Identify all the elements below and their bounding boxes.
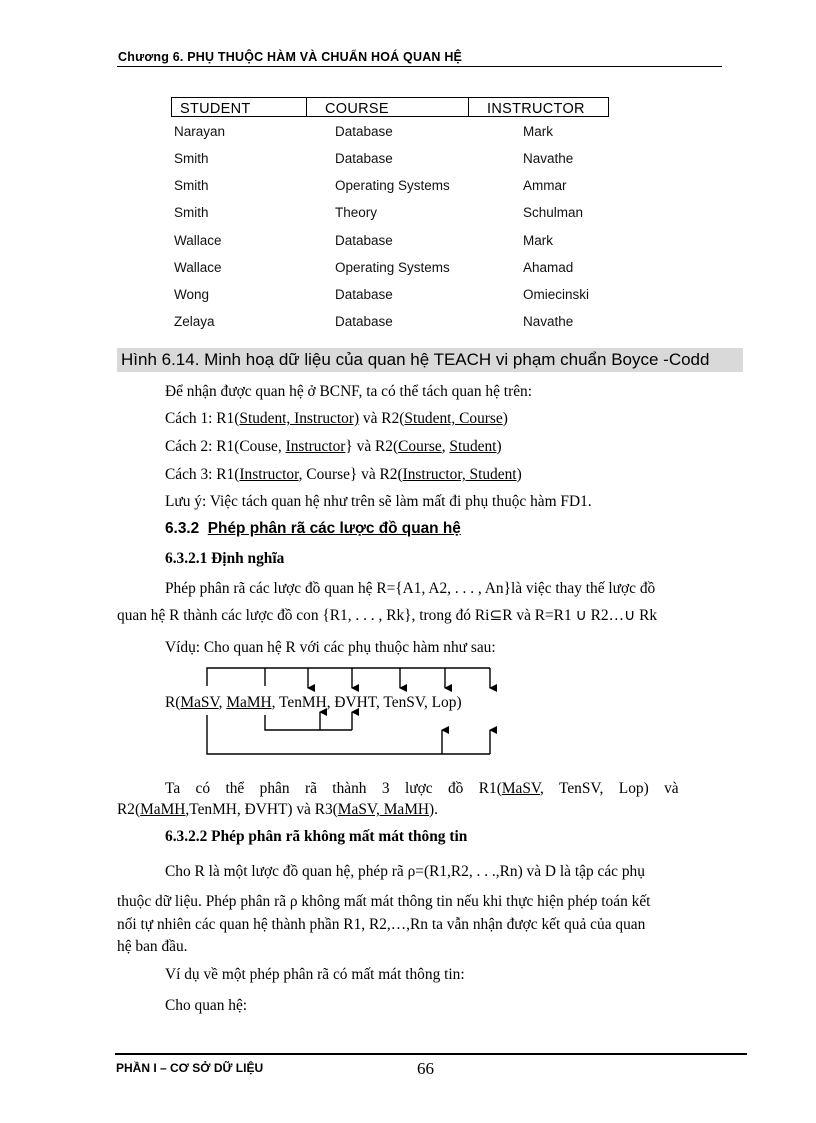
intro-text: Để nhận được quan hệ ở BCNF, ta có thể tách quan hệ trên: xyxy=(165,383,533,400)
subsection-heading-lossless: 6.3.2.2 Phép phân rã không mất mát thông tin xyxy=(165,828,468,845)
decomposition-way-2: Cách 2: R1(Couse, Instructor} và R2(Course, Student) xyxy=(165,438,502,455)
chapter-header: Chương 6. PHỤ THUỘC HÀM VÀ CHUẨN HOÁ QUAN HỆ xyxy=(118,50,463,64)
example-intro: Vídụ: Cho quan hệ R với các phụ thuộc hàm như sau: xyxy=(165,639,496,656)
relation-schema: R(MaSV, MaMH, TenMH, ĐVHT, TenSV, Lop) xyxy=(165,694,462,711)
table-cell: Ahamad xyxy=(523,260,574,275)
column-header-student: STUDENT xyxy=(180,101,251,117)
table-cell: Schulman xyxy=(523,205,584,220)
table-cell: Navathe xyxy=(523,314,574,329)
definition-line: Phép phân rã các lược đồ quan hệ R={A1, A2, . . . , An}là việc thay thế lược đồ xyxy=(165,580,656,597)
table-cell: Zelaya xyxy=(174,314,215,329)
table-cell: Operating Systems xyxy=(335,178,450,193)
lossless-definition-line: nối tự nhiên các quan hệ thành phần R1, R2,…,Rn ta vẫn nhận được kết quả của quan xyxy=(117,916,646,933)
table-cell: Database xyxy=(335,314,393,329)
table-cell: Ammar xyxy=(523,178,567,193)
definition-line: quan hệ R thành các lược đồ con {R1, . . . , Rk}, trong đó Ri⊆R và R=R1 ∪ R2…∪ Rk xyxy=(117,607,658,624)
table-cell: Database xyxy=(335,233,393,248)
table-cell: Database xyxy=(335,124,393,139)
table-column-divider xyxy=(306,97,307,117)
fd-top-line xyxy=(207,668,490,686)
lossless-definition-line: Cho R là một lược đồ quan hệ, phép rã ρ=(R1,R2, . . .,Rn) và D là tập các phụ xyxy=(165,863,645,880)
table-cell: Theory xyxy=(335,205,378,220)
column-header-instructor: INSTRUCTOR xyxy=(487,101,585,117)
header-rule xyxy=(117,66,722,67)
page-number: 66 xyxy=(417,1059,434,1078)
lossy-example-intro: Ví dụ về một phép phân rã có mất mát thông tin: xyxy=(165,966,465,983)
table-cell: Smith xyxy=(174,151,209,166)
footer-part-label: PHẦN I – CƠ SỞ DỮ LIỆU xyxy=(116,1061,264,1075)
figure-caption: Hình 6.14. Minh hoạ dữ liệu của quan hệ TEACH vi phạm chuẩn Boyce -Codd xyxy=(117,348,743,372)
subsection-heading-definition: 6.3.2.1 Định nghĩa xyxy=(165,550,285,567)
table-cell: Omiecinski xyxy=(523,287,590,302)
lossless-definition-line: hệ ban đầu. xyxy=(117,938,188,955)
table-cell: Database xyxy=(335,287,393,302)
table-cell: Wong xyxy=(174,287,210,302)
table-column-divider xyxy=(468,97,469,117)
footer-rule xyxy=(115,1053,747,1055)
table-cell: Smith xyxy=(174,205,209,220)
table-cell: Smith xyxy=(174,178,209,193)
lossless-definition-line: thuộc dữ liệu. Phép phân rã ρ không mất mát thông tin nếu khi thực hiện phép toán kết xyxy=(117,893,651,910)
fd-mamh-line xyxy=(265,715,352,730)
table-cell: Wallace xyxy=(174,260,222,275)
table-cell: Mark xyxy=(523,124,553,139)
table-cell: Narayan xyxy=(174,124,226,139)
decomposition-text: Ta có thể phân rã thành 3 lược đồ R1(MaSV, TenSV, Lop) và xyxy=(165,780,679,797)
table-cell: Wallace xyxy=(174,233,222,248)
decomposition-way-1: Cách 1: R1(Student, Instructor) và R2(Student, Course) xyxy=(165,410,508,427)
table-cell: Database xyxy=(335,151,393,166)
decomposition-way-3: Cách 3: R1(Instructor, Course} và R2(Instructor, Student) xyxy=(165,466,522,483)
table-cell: Navathe xyxy=(523,151,574,166)
note-text: Lưu ý: Việc tách quan hệ như trên sẽ làm mất đi phụ thuộc hàm FD1. xyxy=(165,493,592,510)
table-cell: Mark xyxy=(523,233,553,248)
fd-masv-line xyxy=(207,715,490,754)
section-heading: 6.3.2 Phép phân rã các lược đồ quan hệ xyxy=(165,520,461,537)
given-relation-text: Cho quan hệ: xyxy=(165,997,248,1014)
table-cell: Operating Systems xyxy=(335,260,450,275)
decomposition-text: R2(MaMH,TenMH, ĐVHT) và R3(MaSV, MaMH). xyxy=(117,801,438,818)
column-header-course: COURSE xyxy=(325,101,389,117)
